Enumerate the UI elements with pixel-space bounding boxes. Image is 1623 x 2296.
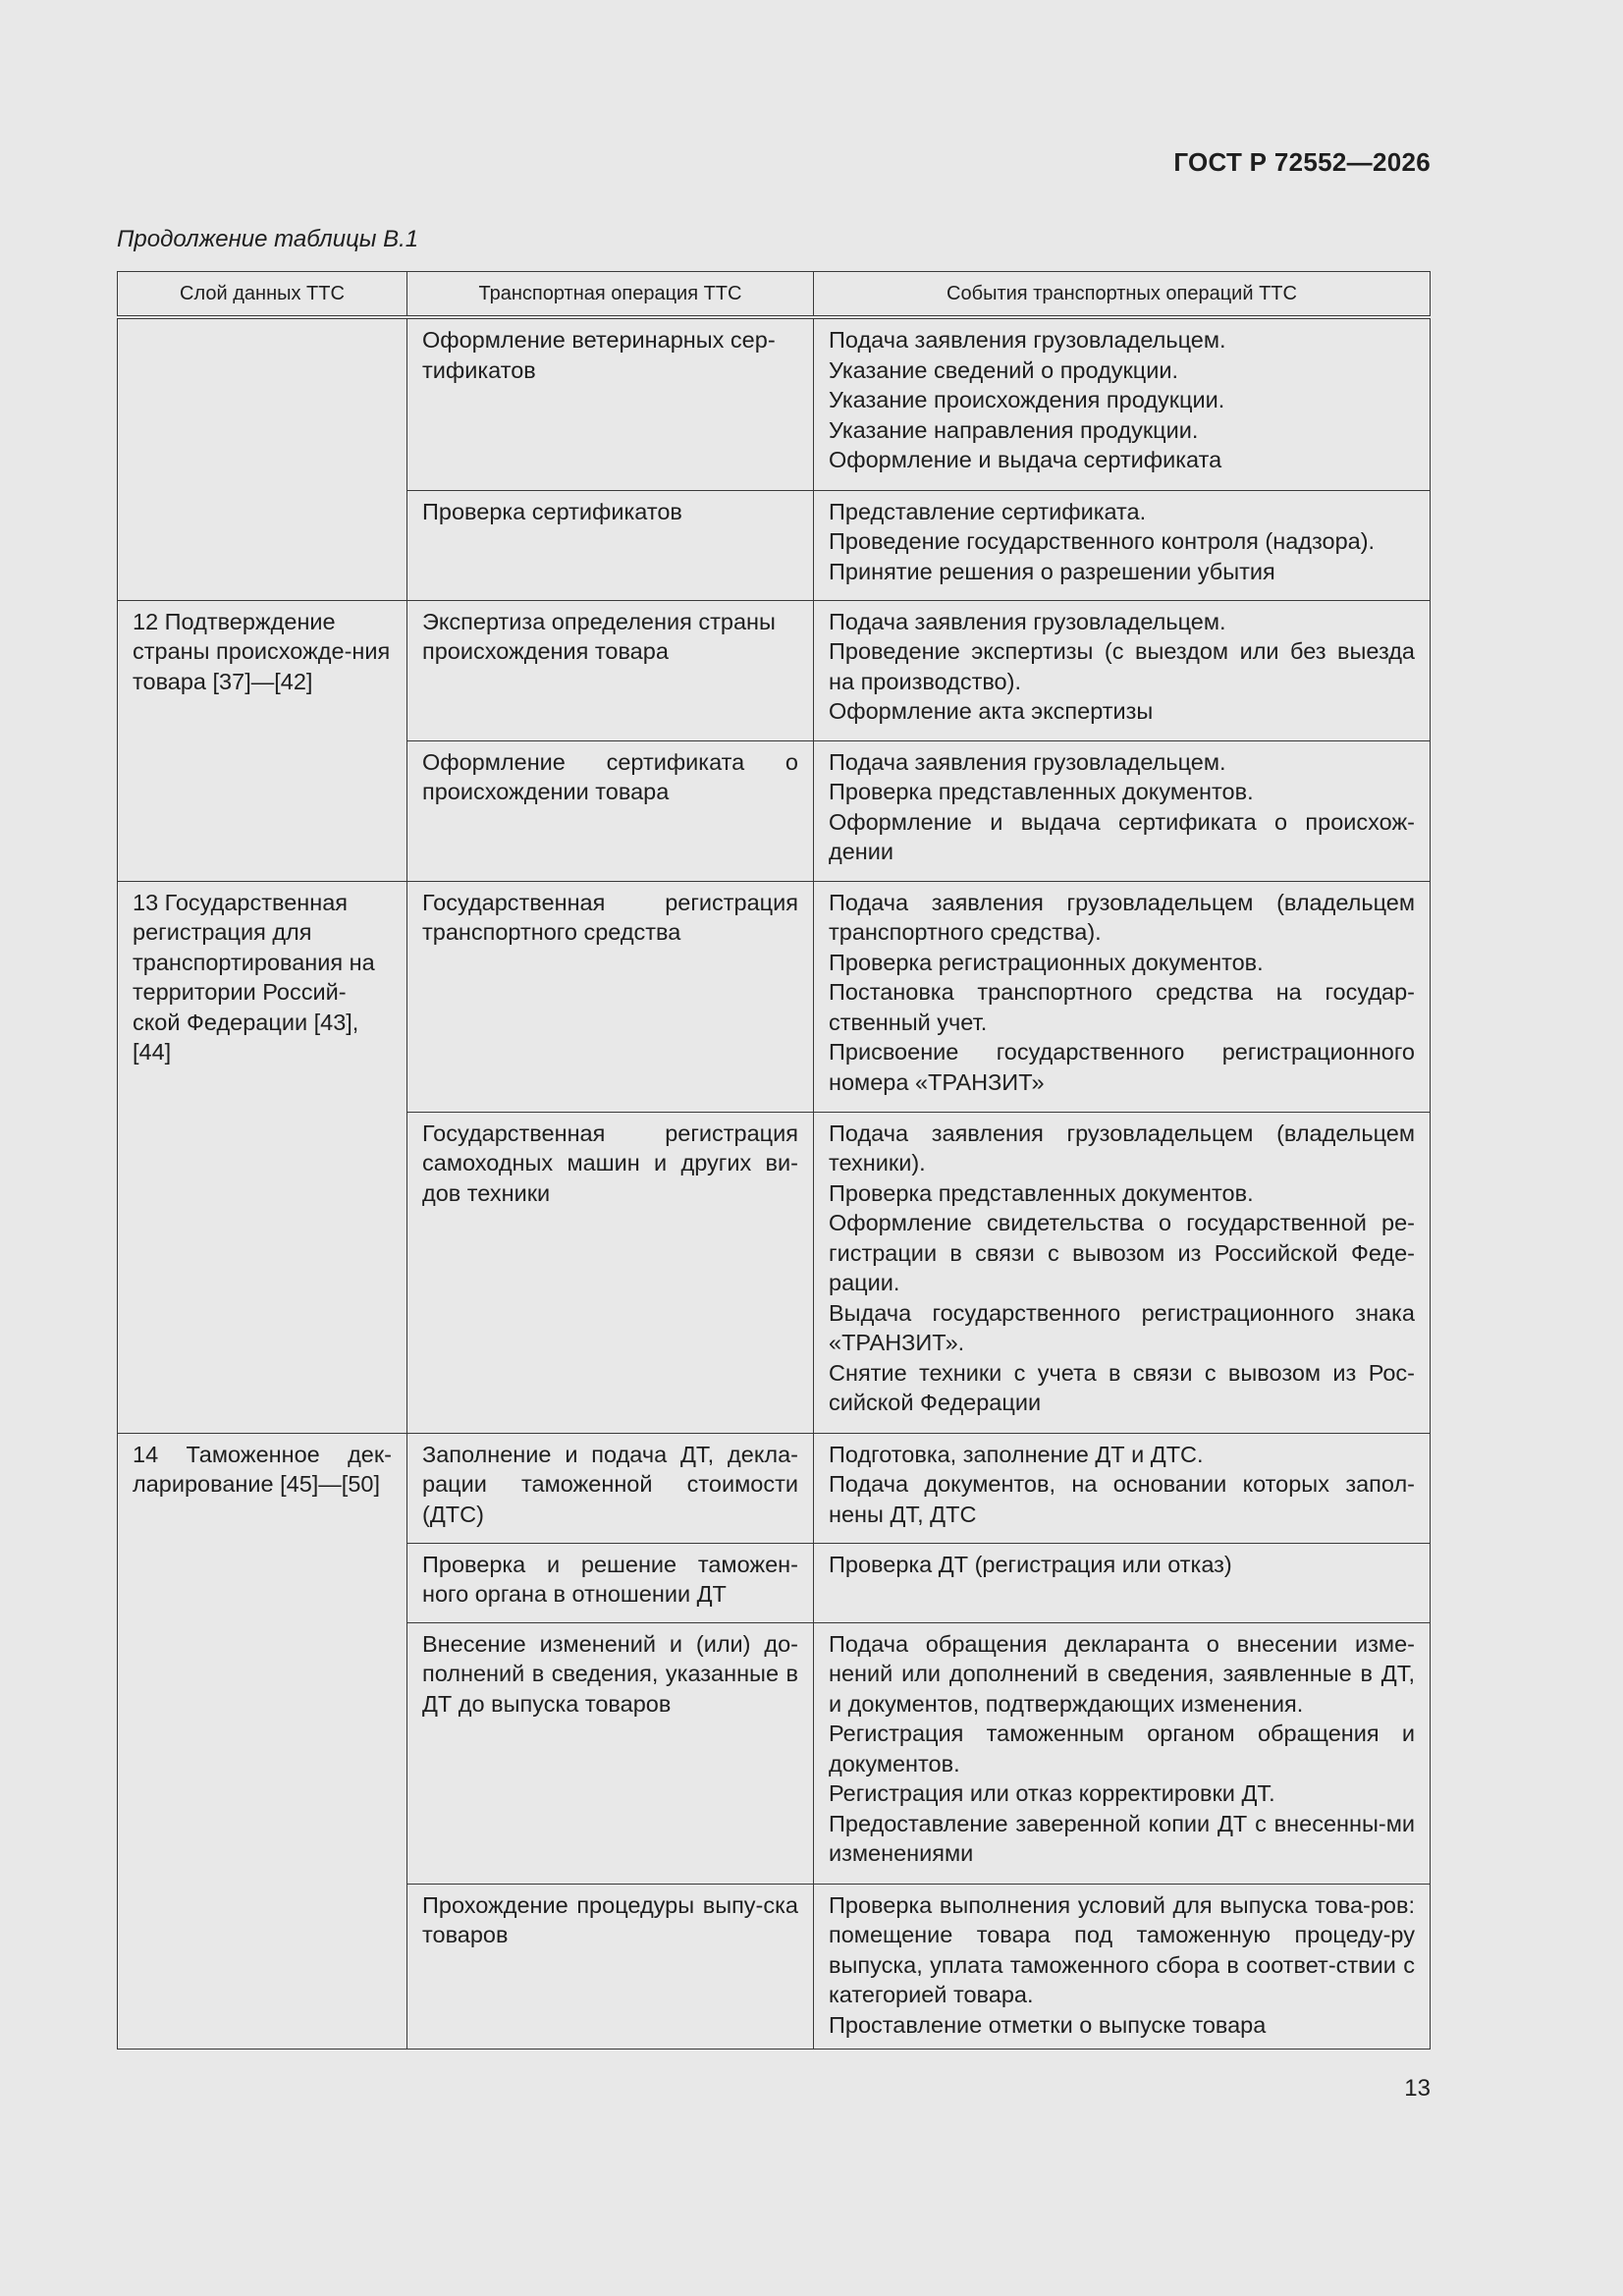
event-line: Проверка представленных документов. bbox=[829, 1179, 1254, 1206]
operation-cell: Внесение изменений и (или) до-полнений в сведения, указанные в ДТ до выпуска товаров bbox=[407, 1622, 814, 1884]
events-cell bbox=[814, 490, 1431, 600]
event-line: Указание происхождения продукции. bbox=[829, 387, 1225, 412]
event-line: Подача заявления грузовладельцем (владельцем транспортного средства). bbox=[829, 889, 1415, 945]
table-row bbox=[118, 600, 1431, 740]
event-line: Проверка регистрационных документов. bbox=[829, 949, 1264, 975]
data-table bbox=[117, 271, 1431, 2050]
event-line: Оформление и выдача сертификата о происхож-дении bbox=[829, 808, 1415, 864]
event-line: Регистрация или отказ корректировки ДТ. bbox=[829, 1780, 1275, 1806]
event-line: Представление сертификата. bbox=[829, 498, 1147, 524]
operation-cell: Государственная регистрация самоходных машин и других ви-дов техники bbox=[407, 1112, 814, 1433]
data-layer-cell: 13 Государственная регистрация для транспортирования на территории Россий-ской Федерации [43], [44] bbox=[118, 881, 407, 1433]
event-line: Проверка представленных документов. bbox=[829, 779, 1254, 804]
event-line: Проведение экспертизы (с выездом или без выезда на производство). bbox=[829, 638, 1415, 694]
operation-cell: Экспертиза определения страны происхождения товара bbox=[407, 600, 814, 740]
event-line: Подача обращения декларанта о внесении изме-нений или дополнений в сведения, заявленные в ДТ, и документов, подтверждающих изменения. bbox=[829, 1630, 1415, 1717]
event-line: Регистрация таможенным органом обращения и документов. bbox=[829, 1721, 1415, 1777]
data-layer-cell: 12 Подтверждение страны происхожде-ния товара [37]—[42] bbox=[118, 600, 407, 881]
data-layer-cell bbox=[118, 317, 407, 600]
document-code: ГОСТ Р 72552—2026 bbox=[1173, 147, 1431, 177]
event-line: Оформление и выдача сертификата bbox=[829, 447, 1222, 472]
event-line: Подача документов, на основании которых запол-нены ДТ, ДТС bbox=[829, 1471, 1415, 1527]
event-line: Оформление акта экспертизы bbox=[829, 698, 1154, 724]
events-cell bbox=[814, 600, 1431, 740]
table-row bbox=[118, 317, 1431, 490]
operation-cell: Прохождение процедуры выпу-ска товаров bbox=[407, 1884, 814, 2049]
event-line: Предоставление заверенной копии ДТ с внесенны-ми изменениями bbox=[829, 1810, 1415, 1866]
table-header-row bbox=[118, 272, 1431, 318]
event-line: Подача заявления грузовладельцем (владельцем техники). bbox=[829, 1120, 1415, 1175]
event-line: Проверка ДТ (регистрация или отказ) bbox=[829, 1551, 1232, 1577]
event-line: Указание сведений о продукции. bbox=[829, 356, 1179, 383]
events-cell bbox=[814, 317, 1431, 490]
event-line: Подача заявления грузовладельцем. bbox=[829, 327, 1226, 353]
event-line: Подача заявления грузовладельцем. bbox=[829, 748, 1226, 775]
event-line: Подача заявления грузовладельцем. bbox=[829, 608, 1226, 634]
event-line: Выдача государственного регистрационного знака «ТРАНЗИТ». bbox=[829, 1299, 1415, 1355]
events-cell bbox=[814, 1433, 1431, 1543]
column-header: События транспортных операций ТТС bbox=[814, 272, 1431, 318]
data-layer-cell: 14 Таможенное дек-ларирование [45]—[50] bbox=[118, 1433, 407, 2049]
event-line: Оформление свидетельства о государственной ре-гистрации в связи с вывозом из Российской Феде-рации. bbox=[829, 1210, 1415, 1295]
table-row bbox=[118, 1433, 1431, 1543]
event-line: Постановка транспортного средства на государ-ственный учет. bbox=[829, 979, 1415, 1035]
event-line: Присвоение государственного регистрационного номера «ТРАНЗИТ» bbox=[829, 1039, 1415, 1095]
event-line: Принятие решения о разрешении убытия bbox=[829, 558, 1275, 584]
event-line: Проставление отметки о выпуске товара bbox=[829, 2011, 1267, 2038]
table-row bbox=[118, 881, 1431, 1112]
events-cell bbox=[814, 1884, 1431, 2049]
event-line: Указание направления продукции. bbox=[829, 416, 1199, 443]
operation-cell: Заполнение и подача ДТ, декла-рации таможенной стоимости (ДТС) bbox=[407, 1433, 814, 1543]
event-line: Проверка выполнения условий для выпуска това-ров: помещение товара под таможенную процеду-ру выпуска, уплата таможенного сбора в соответ-ствии с категорией товара. bbox=[829, 1891, 1415, 2007]
event-line: Снятие техники с учета в связи с вывозом из Рос-сийской Федерации bbox=[829, 1359, 1415, 1415]
operation-cell: Оформление сертификата о происхождении товара bbox=[407, 740, 814, 881]
operation-cell: Проверка сертификатов bbox=[407, 490, 814, 600]
events-cell bbox=[814, 740, 1431, 881]
page-number: 13 bbox=[1404, 2075, 1431, 2102]
operation-cell: Проверка и решение таможен-ного органа в отношении ДТ bbox=[407, 1543, 814, 1622]
events-cell bbox=[814, 1622, 1431, 1884]
column-header: Слой данных ТТС bbox=[118, 272, 407, 318]
event-line: Проведение государственного контроля (надзора). bbox=[829, 528, 1376, 554]
events-cell bbox=[814, 881, 1431, 1112]
column-header: Транспортная операция ТТС bbox=[407, 272, 814, 318]
event-line: Подготовка, заполнение ДТ и ДТС. bbox=[829, 1441, 1204, 1467]
events-cell bbox=[814, 1112, 1431, 1433]
table-body bbox=[118, 317, 1431, 2049]
operation-cell: Государственная регистрация транспортного средства bbox=[407, 881, 814, 1112]
events-cell bbox=[814, 1543, 1431, 1622]
table-caption: Продолжение таблицы В.1 bbox=[117, 226, 419, 252]
operation-cell: Оформление ветеринарных сер-тификатов bbox=[407, 317, 814, 490]
